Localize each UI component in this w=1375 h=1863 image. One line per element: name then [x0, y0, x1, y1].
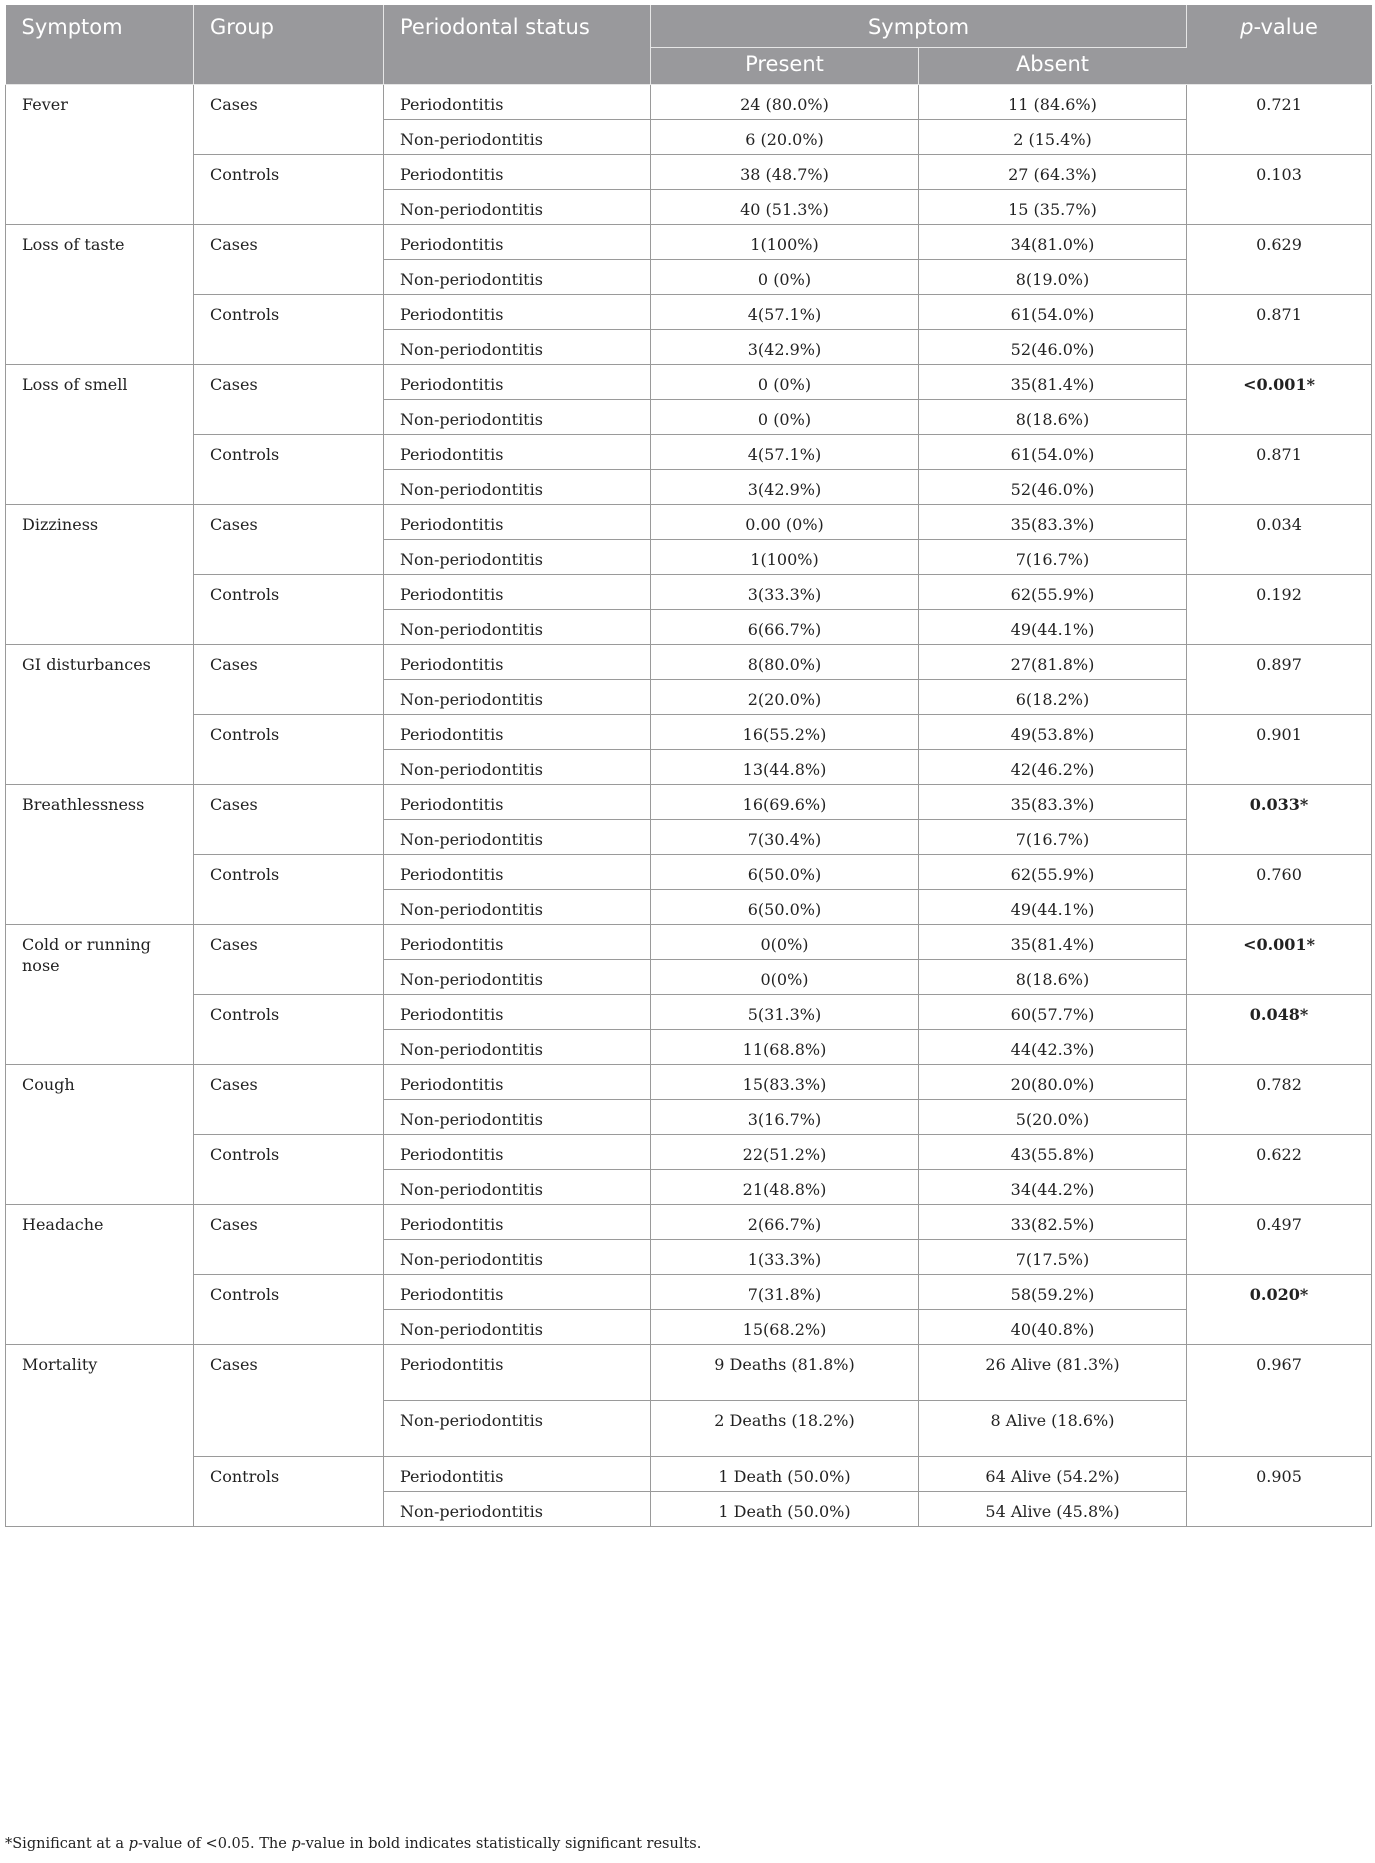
cell-pvalue: 0.901 — [1187, 715, 1372, 785]
cell-present: 2(20.0%) — [651, 680, 919, 715]
cell-group: Controls — [194, 575, 384, 645]
cell-present: 1 Death (50.0%) — [651, 1457, 919, 1492]
cell-absent: 61(54.0%) — [919, 435, 1187, 470]
cell-periodontal-status: Non-periodontitis — [384, 1310, 651, 1345]
cell-absent: 60(57.7%) — [919, 995, 1187, 1030]
cell-pvalue: 0.192 — [1187, 575, 1372, 645]
cell-present: 0 (0%) — [651, 260, 919, 295]
cell-periodontal-status: Non-periodontitis — [384, 1100, 651, 1135]
cell-periodontal-status: Non-periodontitis — [384, 960, 651, 995]
cell-group: Cases — [194, 85, 384, 155]
cell-absent: 52(46.0%) — [919, 330, 1187, 365]
cell-absent: 5(20.0%) — [919, 1100, 1187, 1135]
cell-pvalue: 0.871 — [1187, 295, 1372, 365]
cell-present: 3(33.3%) — [651, 575, 919, 610]
cell-absent: 26 Alive (81.3%) — [919, 1345, 1187, 1401]
cell-present: 21(48.8%) — [651, 1170, 919, 1205]
cell-periodontal-status: Non-periodontitis — [384, 1401, 651, 1457]
cell-symptom: Mortality — [6, 1345, 194, 1527]
cell-periodontal-status: Periodontitis — [384, 1065, 651, 1100]
cell-present: 9 Deaths (81.8%) — [651, 1345, 919, 1401]
cell-absent: 64 Alive (54.2%) — [919, 1457, 1187, 1492]
cell-symptom: Cold or running nose — [6, 925, 194, 1065]
cell-pvalue: <0.001* — [1187, 365, 1372, 435]
cell-pvalue: 0.033* — [1187, 785, 1372, 855]
cell-absent: 7(17.5%) — [919, 1240, 1187, 1275]
cell-absent: 35(81.4%) — [919, 365, 1187, 400]
cell-present: 16(69.6%) — [651, 785, 919, 820]
cell-periodontal-status: Periodontitis — [384, 155, 651, 190]
cell-absent: 49(53.8%) — [919, 715, 1187, 750]
table-header — [6, 5, 1372, 85]
cell-group: Controls — [194, 995, 384, 1065]
cell-periodontal-status: Periodontitis — [384, 1275, 651, 1310]
cell-absent: 20(80.0%) — [919, 1065, 1187, 1100]
cell-present: 3(42.9%) — [651, 330, 919, 365]
cell-group: Cases — [194, 925, 384, 995]
cell-periodontal-status: Periodontitis — [384, 435, 651, 470]
cell-periodontal-status: Periodontitis — [384, 1457, 651, 1492]
cell-absent: 42(46.2%) — [919, 750, 1187, 785]
cell-periodontal-status: Periodontitis — [384, 1345, 651, 1401]
cell-absent: 27(81.8%) — [919, 645, 1187, 680]
header-absent: Absent — [919, 48, 1187, 85]
cell-group: Controls — [194, 855, 384, 925]
cell-present: 4(57.1%) — [651, 435, 919, 470]
cell-absent: 35(83.3%) — [919, 505, 1187, 540]
cell-present: 0 (0%) — [651, 365, 919, 400]
cell-group: Controls — [194, 1457, 384, 1527]
cell-pvalue: <0.001* — [1187, 925, 1372, 995]
cell-absent: 49(44.1%) — [919, 610, 1187, 645]
cell-present: 7(30.4%) — [651, 820, 919, 855]
cell-present: 0 (0%) — [651, 400, 919, 435]
table-row — [6, 785, 1372, 820]
table-row — [6, 1457, 1372, 1492]
cell-absent: 44(42.3%) — [919, 1030, 1187, 1065]
cell-present: 6(50.0%) — [651, 855, 919, 890]
cell-absent: 54 Alive (45.8%) — [919, 1492, 1187, 1527]
cell-present: 6(50.0%) — [651, 890, 919, 925]
cell-periodontal-status: Non-periodontitis — [384, 540, 651, 575]
cell-periodontal-status: Non-periodontitis — [384, 120, 651, 155]
cell-periodontal-status: Periodontitis — [384, 1205, 651, 1240]
cell-group: Cases — [194, 1065, 384, 1135]
cell-periodontal-status: Non-periodontitis — [384, 1170, 651, 1205]
cell-pvalue: 0.721 — [1187, 85, 1372, 155]
cell-absent: 58(59.2%) — [919, 1275, 1187, 1310]
cell-group: Cases — [194, 1345, 384, 1457]
table-row — [6, 1065, 1372, 1100]
cell-present: 3(42.9%) — [651, 470, 919, 505]
cell-absent: 27 (64.3%) — [919, 155, 1187, 190]
cell-absent: 62(55.9%) — [919, 855, 1187, 890]
cell-present: 1(100%) — [651, 540, 919, 575]
header-symptom-span: Symptom — [651, 5, 1187, 48]
table-row — [6, 1135, 1372, 1170]
cell-absent: 7(16.7%) — [919, 820, 1187, 855]
cell-absent: 8(19.0%) — [919, 260, 1187, 295]
cell-present: 38 (48.7%) — [651, 155, 919, 190]
cell-present: 3(16.7%) — [651, 1100, 919, 1135]
table-row — [6, 575, 1372, 610]
cell-pvalue: 0.897 — [1187, 645, 1372, 715]
table-row — [6, 1205, 1372, 1240]
cell-periodontal-status: Periodontitis — [384, 365, 651, 400]
cell-absent: 34(81.0%) — [919, 225, 1187, 260]
cell-periodontal-status: Periodontitis — [384, 295, 651, 330]
cell-absent: 2 (15.4%) — [919, 120, 1187, 155]
cell-group: Controls — [194, 715, 384, 785]
table-row — [6, 855, 1372, 890]
cell-absent: 7(16.7%) — [919, 540, 1187, 575]
cell-present: 2(66.7%) — [651, 1205, 919, 1240]
table-row — [6, 295, 1372, 330]
cell-pvalue: 0.622 — [1187, 1135, 1372, 1205]
cell-periodontal-status: Non-periodontitis — [384, 1240, 651, 1275]
cell-absent: 40(40.8%) — [919, 1310, 1187, 1345]
cell-periodontal-status: Periodontitis — [384, 925, 651, 960]
cell-periodontal-status: Non-periodontitis — [384, 610, 651, 645]
header-periodontal-status: Periodontal status — [384, 5, 651, 85]
cell-absent: 52(46.0%) — [919, 470, 1187, 505]
cell-group: Cases — [194, 225, 384, 295]
cell-periodontal-status: Non-periodontitis — [384, 1030, 651, 1065]
cell-present: 2 Deaths (18.2%) — [651, 1401, 919, 1457]
cell-pvalue: 0.020* — [1187, 1275, 1372, 1345]
cell-periodontal-status: Non-periodontitis — [384, 190, 651, 225]
cell-symptom: Breathlessness — [6, 785, 194, 925]
cell-pvalue: 0.629 — [1187, 225, 1372, 295]
cell-group: Cases — [194, 645, 384, 715]
cell-periodontal-status: Periodontitis — [384, 225, 651, 260]
cell-periodontal-status: Non-periodontitis — [384, 330, 651, 365]
cell-present: 13(44.8%) — [651, 750, 919, 785]
table-row — [6, 1275, 1372, 1310]
table-row — [6, 995, 1372, 1030]
cell-symptom: Headache — [6, 1205, 194, 1345]
cell-absent: 11 (84.6%) — [919, 85, 1187, 120]
table-row — [6, 85, 1372, 120]
cell-group: Controls — [194, 155, 384, 225]
table-row — [6, 435, 1372, 470]
cell-periodontal-status: Periodontitis — [384, 505, 651, 540]
header-group: Group — [194, 5, 384, 85]
cell-absent: 61(54.0%) — [919, 295, 1187, 330]
results-table-container — [5, 5, 1371, 1527]
table-row — [6, 225, 1372, 260]
table-row — [6, 155, 1372, 190]
header-present: Present — [651, 48, 919, 85]
table-body — [6, 85, 1372, 1527]
cell-periodontal-status: Periodontitis — [384, 575, 651, 610]
cell-group: Cases — [194, 1205, 384, 1275]
cell-symptom: GI disturbances — [6, 645, 194, 785]
cell-periodontal-status: Periodontitis — [384, 785, 651, 820]
cell-pvalue: 0.760 — [1187, 855, 1372, 925]
cell-absent: 8(18.6%) — [919, 960, 1187, 995]
cell-absent: 6(18.2%) — [919, 680, 1187, 715]
cell-symptom: Loss of taste — [6, 225, 194, 365]
cell-periodontal-status: Non-periodontitis — [384, 750, 651, 785]
cell-periodontal-status: Non-periodontitis — [384, 1492, 651, 1527]
table-row — [6, 365, 1372, 400]
cell-pvalue: 0.497 — [1187, 1205, 1372, 1275]
cell-pvalue: 0.905 — [1187, 1457, 1372, 1527]
cell-periodontal-status: Periodontitis — [384, 855, 651, 890]
table-row — [6, 1345, 1372, 1401]
cell-absent: 49(44.1%) — [919, 890, 1187, 925]
cell-periodontal-status: Non-periodontitis — [384, 260, 651, 295]
cell-present: 22(51.2%) — [651, 1135, 919, 1170]
cell-absent: 33(82.5%) — [919, 1205, 1187, 1240]
cell-pvalue: 0.871 — [1187, 435, 1372, 505]
cell-absent: 35(83.3%) — [919, 785, 1187, 820]
cell-group: Cases — [194, 785, 384, 855]
cell-group: Controls — [194, 435, 384, 505]
cell-absent: 35(81.4%) — [919, 925, 1187, 960]
cell-periodontal-status: Non-periodontitis — [384, 820, 651, 855]
header-symptom: Symptom — [6, 5, 194, 85]
table-row — [6, 505, 1372, 540]
cell-pvalue: 0.782 — [1187, 1065, 1372, 1135]
cell-periodontal-status: Periodontitis — [384, 995, 651, 1030]
cell-pvalue: 0.103 — [1187, 155, 1372, 225]
cell-absent: 8 Alive (18.6%) — [919, 1401, 1187, 1457]
cell-present: 0(0%) — [651, 960, 919, 995]
cell-symptom: Fever — [6, 85, 194, 225]
symptom-periodontitis-table — [5, 5, 1372, 1527]
cell-group: Controls — [194, 1135, 384, 1205]
cell-present: 15(83.3%) — [651, 1065, 919, 1100]
table-row — [6, 715, 1372, 750]
cell-present: 1(100%) — [651, 225, 919, 260]
cell-periodontal-status: Non-periodontitis — [384, 890, 651, 925]
cell-present: 4(57.1%) — [651, 295, 919, 330]
table-row — [6, 645, 1372, 680]
cell-present: 15(68.2%) — [651, 1310, 919, 1345]
cell-group: Controls — [194, 295, 384, 365]
cell-symptom: Dizziness — [6, 505, 194, 645]
cell-present: 5(31.3%) — [651, 995, 919, 1030]
cell-symptom: Loss of smell — [6, 365, 194, 505]
cell-pvalue: 0.048* — [1187, 995, 1372, 1065]
cell-absent: 43(55.8%) — [919, 1135, 1187, 1170]
cell-periodontal-status: Non-periodontitis — [384, 470, 651, 505]
cell-periodontal-status: Non-periodontitis — [384, 400, 651, 435]
cell-absent: 15 (35.7%) — [919, 190, 1187, 225]
cell-present: 8(80.0%) — [651, 645, 919, 680]
cell-periodontal-status: Periodontitis — [384, 1135, 651, 1170]
cell-pvalue: 0.967 — [1187, 1345, 1372, 1457]
cell-periodontal-status: Periodontitis — [384, 645, 651, 680]
cell-absent: 62(55.9%) — [919, 575, 1187, 610]
cell-present: 0(0%) — [651, 925, 919, 960]
cell-present: 40 (51.3%) — [651, 190, 919, 225]
cell-present: 16(55.2%) — [651, 715, 919, 750]
cell-absent: 34(44.2%) — [919, 1170, 1187, 1205]
cell-group: Cases — [194, 505, 384, 575]
cell-group: Controls — [194, 1275, 384, 1345]
cell-present: 11(68.8%) — [651, 1030, 919, 1065]
cell-present: 24 (80.0%) — [651, 85, 919, 120]
cell-present: 0.00 (0%) — [651, 505, 919, 540]
cell-periodontal-status: Non-periodontitis — [384, 680, 651, 715]
cell-periodontal-status: Periodontitis — [384, 715, 651, 750]
cell-present: 1 Death (50.0%) — [651, 1492, 919, 1527]
header-pvalue: p-value — [1187, 5, 1372, 85]
cell-present: 1(33.3%) — [651, 1240, 919, 1275]
cell-present: 7(31.8%) — [651, 1275, 919, 1310]
cell-present: 6(66.7%) — [651, 610, 919, 645]
cell-pvalue: 0.034 — [1187, 505, 1372, 575]
cell-absent: 8(18.6%) — [919, 400, 1187, 435]
cell-group: Cases — [194, 365, 384, 435]
cell-periodontal-status: Periodontitis — [384, 85, 651, 120]
footnote: *Significant at a p-value of <0.05. The p-value in bold indicates statistically significant results. — [5, 1836, 702, 1852]
cell-symptom: Cough — [6, 1065, 194, 1205]
cell-present: 6 (20.0%) — [651, 120, 919, 155]
table-row — [6, 925, 1372, 960]
